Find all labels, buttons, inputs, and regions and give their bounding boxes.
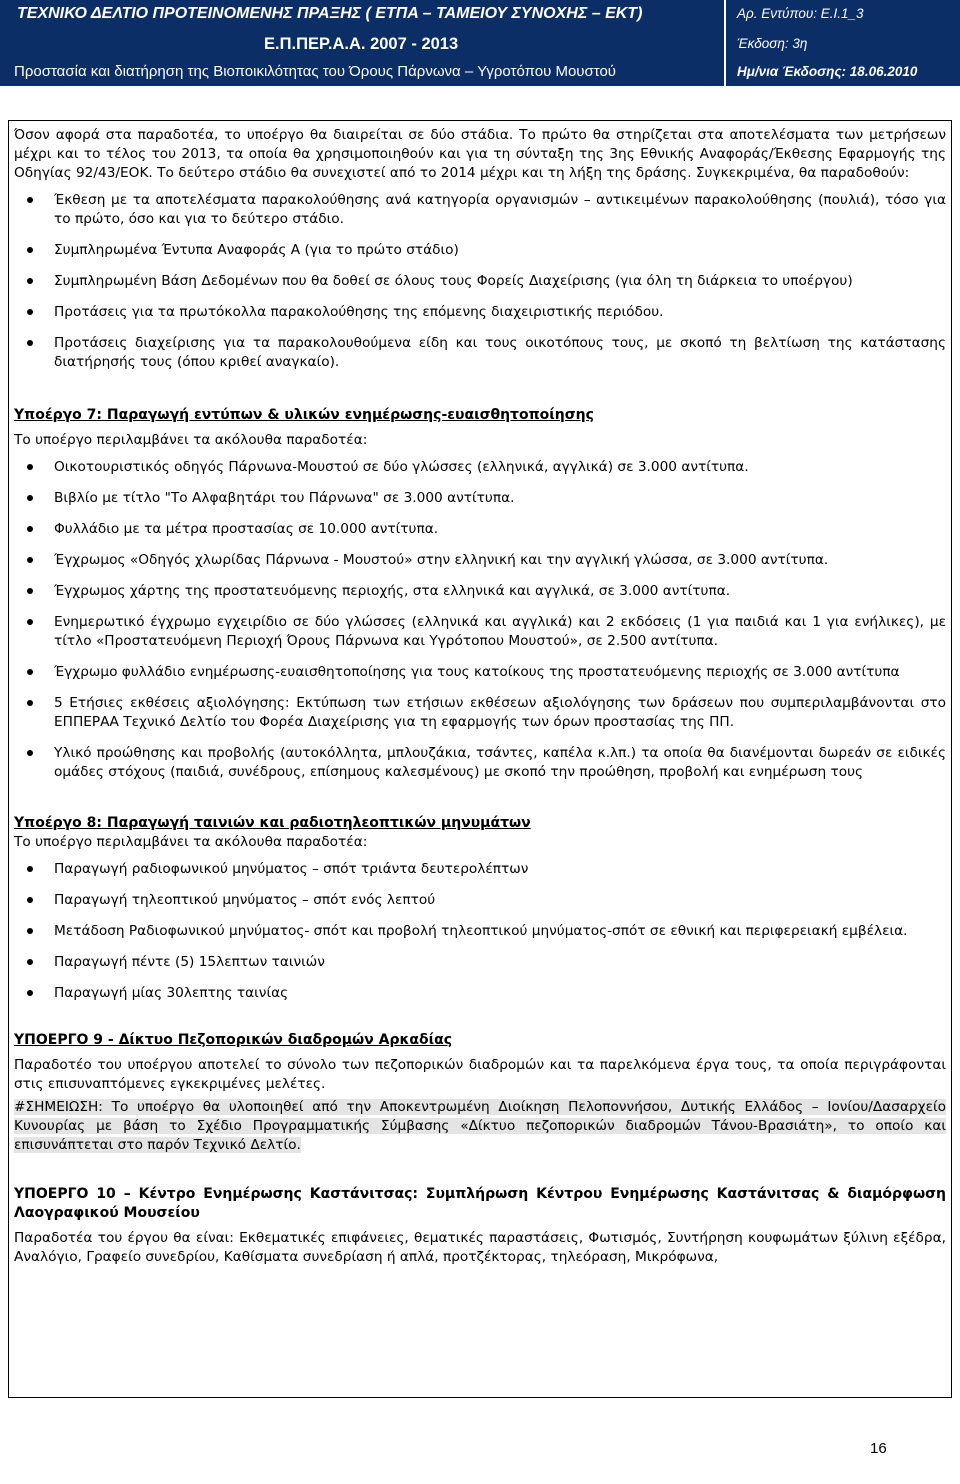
list-item: Έγχρωμος «Οδηγός χλωρίδας Πάρνωνα - Μουστού» στην ελληνική και την αγγλική γλώσσα, σε 3.000 αντίτυπα.: [14, 551, 946, 570]
header-edition: Έκδοση: 3η: [737, 36, 808, 51]
list-item: Έγχρωμος χάρτης της προστατευόμενης περιοχής, στα ελληνικά και αγγλικά, σε 3.000 αντίτυπα.: [14, 582, 946, 601]
sub8-heading: Υποέργο 8: Παραγωγή ταινιών και ραδιοτηλεοπτικών μηνυμάτων: [14, 815, 531, 831]
sub7-lead: Το υποέργο περιλαμβάνει τα ακόλουθα παραδοτέα:: [14, 432, 368, 448]
sub7-heading: Υποέργο 7: Παραγωγή εντύπων & υλικών ενημέρωσης-ευαισθητοποίησης: [14, 407, 594, 423]
sub9-heading: ΥΠΟΕΡΓΟ 9 - Δίκτυο Πεζοπορικών διαδρομών Αρκαδίας: [14, 1032, 453, 1048]
list-item: Συμπληρωμένη Βάση Δεδομένων που θα δοθεί σε όλους τους Φορείς Διαχείρισης (για όλη τη διάρκεια το υποέργου): [14, 272, 946, 291]
sub10-heading: ΥΠΟΕΡΓΟ 10 – Κέντρο Ενημέρωσης Καστάνιτσας: Συμπλήρωση Κέντρου Ενημέρωσης Καστάνιτσας & διαμόρφωση Λαογραφικού Μουσείου: [14, 1186, 946, 1221]
header-title: ΤΕΧΝΙΚΟ ΔΕΛΤΙΟ ΠΡΟΤΕΙΝΟΜΕΝΗΣ ΠΡΑΞΗΣ ( ΕΤΠΑ – ΤΑΜΕΙΟΥ ΣΥΝΟΧΗΣ – ΕΚΤ): [17, 5, 643, 22]
list-item: Προτάσεις για τα πρωτόκολλα παρακολούθησης της επόμενης διαχειριστικής περιόδου.: [14, 303, 946, 322]
list-item: 5 Ετήσιες εκθέσεις αξιολόγησης: Εκτύπωση των ετήσιων εκθέσεων αξιολόγησης των δράσεων που συμπεριλαμβάνονται στο ΕΠΠΕΡΑΑ Τεχνικό Δελτίο του Φορέα Διαχείρισης για τη εφαρμογής των όρων προστασίας της ΠΠ.: [14, 694, 946, 732]
intro-paragraph: Όσον αφορά στα παραδοτέα, το υποέργο θα διαιρείται σε δύο στάδια. Το πρώτο θα στηρίζεται στα αποτελέσματα των μετρήσεων μέχρι και το τέλος του 2013, τα οποία θα χρησιμοποιηθούν και για τη σύνταξη της 3ης Εθνικής Αναφοράς/Έκθεσης Εφαρμογής της Οδηγίας 92/43/ΕΟΚ. Το δεύτερο στάδιο θα συνεχιστεί από το 2014 μέχρι και τη λήξη της δράσης. Συγκεκριμένα, θα παραδοθούν:: [14, 127, 946, 181]
header-edition-date: Ημ/νια Έκδοσης: 18.06.2010: [737, 64, 918, 79]
document-header: [0, 0, 960, 86]
list-item: Παραγωγή μίας 30λεπτης ταινίας: [14, 984, 946, 1003]
sub8-list: [14, 860, 946, 1003]
list-item: Βιβλίο με τίτλο "Το Αλφαβητάρι του Πάρνωνα" σε 3.000 αντίτυπα.: [14, 489, 946, 508]
list-item: Ενημερωτικό έγχρωμο εγχειρίδιο σε δύο γλώσσες (ελληνικά και αγγλικά) και 2 εκδόσεις (1 για παιδιά και 1 για ενήλικες), με τίτλο «Προστατευόμενη Περιοχή Όρους Πάρνωνα και Υγρότοπου Μουστού», σε 2.500 αντίτυπα.: [14, 613, 946, 651]
sub10-text: Παραδοτέα του έργου θα είναι: Εκθεματικές επιφάνειες, θεματικές παραστάσεις, Φωτισμός, Συντήρηση κουφωμάτων ξύλινη εξέδρα, Αναλόγιο, Γραφείο συνεδρίου, Καθίσματα συνεδρίαση ή απλά, προτζέκτορας, τηλεόραση, Μικρόφωνα,: [14, 1230, 946, 1265]
list-item: Παραγωγή ραδιοφωνικού μηνύματος – σπότ τριάντα δευτερολέπτων: [14, 860, 946, 879]
sub9-text: Παραδοτέο του υποέργου αποτελεί το σύνολο των πεζοπορικών διαδρομών και τα παρελκόμενα έργα τους, τα οποία περιγράφονται στις επισυναπτόμενες εγκεκριμένες μελέτες.: [14, 1057, 946, 1092]
list-item: Έκθεση με τα αποτελέσματα παρακολούθησης ανά κατηγορία οργανισμών – αντικειμένων παρακολούθησης (πουλιά), τόσο για το πρώτο, όσο και για το δεύτερο στάδιο.: [14, 191, 946, 229]
list-item: Συμπληρωμένα Έντυπα Αναφοράς Α (για το πρώτο στάδιο): [14, 241, 946, 260]
header-program: Ε.Π.ΠΕΡ.Α.Α. 2007 - 2013: [264, 35, 459, 53]
sub8-lead: Το υποέργο περιλαμβάνει τα ακόλουθα παραδοτέα:: [14, 834, 368, 850]
intro-list: [14, 191, 946, 372]
sub7-list: [14, 458, 946, 782]
document-body: [14, 126, 946, 1267]
list-item: Παραγωγή τηλεοπτικού μηνύματος – σπότ ενός λεπτού: [14, 891, 946, 910]
list-item: Μετάδοση Ραδιοφωνικού μηνύματος- σπότ και προβολή τηλεοπτικού μηνύματος-σπότ σε εθνική και περιφερειακή εμβέλεια.: [14, 922, 946, 941]
list-item: Προτάσεις διαχείρισης για τα παρακολουθούμενα είδη και τους οικοτόπους τους, με σκοπό τη βελτίωση της κατάστασης διατήρησής τους (όπου κριθεί αναγκαίο).: [14, 334, 946, 372]
list-item: Παραγωγή πέντε (5) 15λεπτων ταινιών: [14, 953, 946, 972]
header-project: Προστασία και διατήρηση της Βιοποικιλότητας του Όρους Πάρνωνα – Υγροτόπου Μουστού: [14, 63, 617, 80]
list-item: Φυλλάδιο με τα μέτρα προστασίας σε 10.000 αντίτυπα.: [14, 520, 946, 539]
list-item: Υλικό προώθησης και προβολής (αυτοκόλλητα, μπλουζάκια, τσάντες, καπέλα κ.λπ.) τα οποία θα διανέμονται δωρεάν σε ειδικές ομάδες στόχους (παιδιά, συνέδρους, επίσημους καλεσμένους) με σκοπό την προώθηση, προβολή και ενημέρωση τους: [14, 744, 946, 782]
header-form-number: Αρ. Εντύπου: Ε.Ι.1_3: [737, 6, 864, 21]
note-text: #ΣΗΜΕΙΩΣΗ: Το υποέργο θα υλοποιηθεί από την Αποκεντρωμένη Διοίκηση Πελοποννήσου, Δυτικής Ελλάδος – Ιονίου/Δασαρχείο Κυνουρίας με βάση το Σχέδιο Προγραμματικής Σύμβασης «Δίκτυο πεζοπορικών διαδρομών Τάνου-Βρασιάτη», το οποίο και επισυνάπτεται στο παρόν Τεχνικό Δελτίο.: [14, 1099, 946, 1153]
sub9-note: [14, 1098, 946, 1155]
list-item: Έγχρωμο φυλλάδιο ενημέρωσης-ευαισθητοποίησης για τους κατοίκους της προστατευόμενης περιοχής σε 3.000 αντίτυπα: [14, 663, 946, 682]
list-item: Οικοτουριστικός οδηγός Πάρνωνα-Μουστού σε δύο γλώσσες (ελληνικά, αγγλικά) σε 3.000 αντίτυπα.: [14, 458, 946, 477]
page-number: 16: [870, 1440, 887, 1457]
